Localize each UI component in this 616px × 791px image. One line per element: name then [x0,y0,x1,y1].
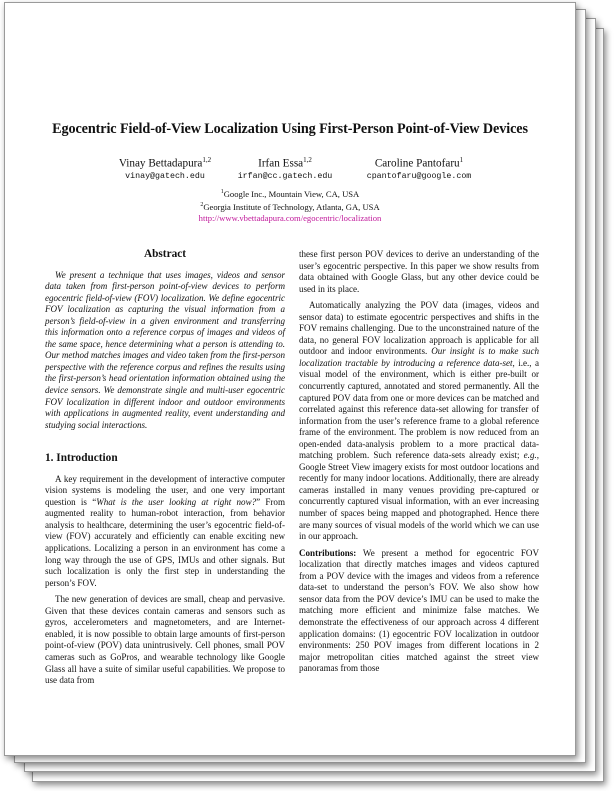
left-column [45,249,285,692]
author-1-email: vinay@gatech.edu [125,171,205,181]
author-2-name: Irfan Essa [258,157,304,170]
abstract-heading: Abstract [143,248,187,260]
right-column [299,249,539,680]
introduction-heading: 1. Introduction [45,452,118,465]
intro-paragraph-1: A key requirement in the development of interactive computer vision systems is modeling the user, and one very important question is “What is the user looking at right now?” From augmented reality to human-robot interaction, from behavior analysis to healthcare, determining the user’s egocentric field-of-view (FOV) accurately and efficiently can enable exciting new applications. Localizing a person in an environment has come a long way through the use of GPS, IMUs and other signals. But such localization is only the first step in understanding the person’s FOV. [45,473,285,588]
right-paragraph-1: Automatically analyzing the POV data (images, videos and sensor data) to estimate egocentric perspectives and shifts in the FOV remains challenging. Due to the unconstrained nature of the data, no general FOV localization approach is applicable for all outdoor and indoor environments. Our insight is to make such localization tractable by introducing a reference data-set, i.e., a visual model of the environment, which is either pre-built or concurrently captured, annotated and stored permanently. All the captured POV data from one or more devices can be matched and correlated against this reference data-set allowing for transfer of information from the user’s reference frame to a global reference frame of the environment. The problem is now reduced from an open-ended data-analysis problem to a more practical data-matching problem. Such reference data-sets already exist; e.g., Google Street View imagery exists for most outdoor locations and recently for many indoor locations. Additionally, there are already cameras installed in many venues providing pre-captured or concurrently captured visual information, with an ever increasing number of spaces being mapped and photographed. Hence there are many sources of visual models of the world which we can use in our approach. [299,300,539,542]
author-3-sup: 1 [459,156,464,164]
author-3 [339,156,499,181]
abstract-text: We present a technique that uses images, videos and sensor data taken from first-person point-of-view devices to perform egocentric field-of-view (FOV) localization. We define egocentric FOV localization as capturing the visual information from a person’s field-of-view in a given environment and transferring this information onto a reference corpus of images and videos of the same space, hence determining what a person is attending to. Our method matches images and video taken from the first-person perspective with the reference corpus and refines the results using the first-person’s head orientation information obtained using the device sensors. We demonstrate single and multi-user egocentric FOV localization in different indoor and outdoor environments with applications in augmented reality, event understanding and studying social interactions. [45,269,285,430]
intro-paragraph-2: The new generation of devices are small, cheap and pervasive. Given that these devices contain cameras and sensors such as gyros, accelerometers and magnetometers, and are Internet-enabled, it is now possible to obtain large amounts of first-person point-of-view (POV) data unintrusively. Cell phones, small POV cameras such as GoPros, and wearable technology like Google Glass all have a suite of similar useful capabilities. We propose to use data from [45,594,285,686]
right-paragraph-0: these first person POV devices to derive an understanding of the user’s egocentric perspective. In this paper we show results from data obtained with Google Glass, but any other device could be used in its place. [299,249,539,294]
contributions-label: Contributions: [299,547,357,558]
contributions-paragraph: Contributions: We present a method for egocentric FOV localization that directly matches images and videos captured from a POV device with the images and videos from a reference data-set to understand the person’s FOV. We also show how sensor data from the POV device’s IMU can be used to make the matching more efficient and minimize false matches. We demonstrate the effectiveness of our approach across 4 different application domains: (1) egocentric FOV localization in outdoor environments: 250 POV images from different locations in 2 major metropolitan cities matched against the street view panoramas from those [299,547,539,674]
affiliation-1: $^1$Google Inc., Mountain View, CA, USA [220,189,360,199]
author-2-sup: 1,2 [303,156,312,164]
author-3-name: Caroline Pantofaru [374,157,460,170]
author-1-sup: 1,2 [202,156,212,164]
paper-first-page [4,2,576,756]
paper-title: Egocentric Field-of-View Localization Using First-Person Point-of-View Devices [52,121,528,137]
author-2-email: irfan@cc.gatech.edu [237,171,333,181]
author-1-name: Vinay Bettadapura [118,157,203,170]
project-url-link[interactable]: http://www.vbettadapura.com/egocentric/localization [198,213,382,223]
affiliation-2: $^2$Georgia Institute of Technology, Atlanta, GA, USA [200,202,380,212]
author-3-email: cpantofaru@google.com [366,171,472,181]
